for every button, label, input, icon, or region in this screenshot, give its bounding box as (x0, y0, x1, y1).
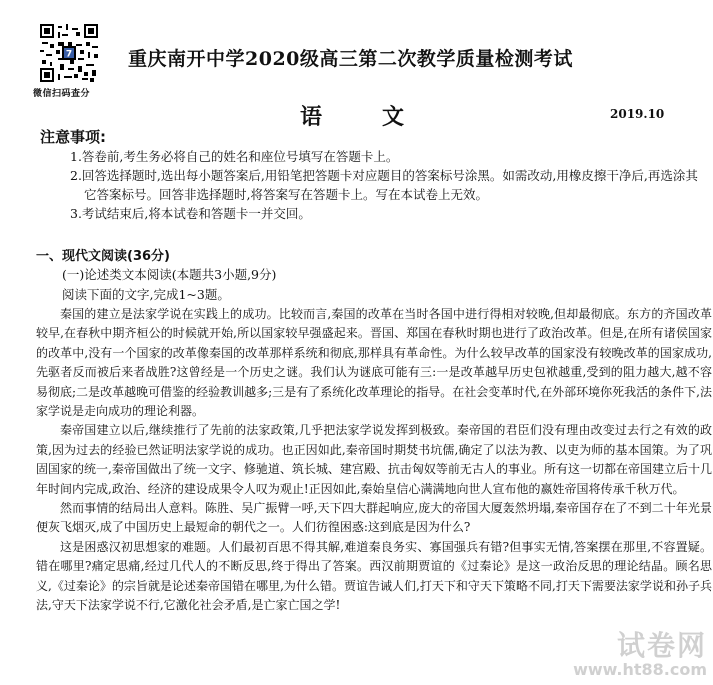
watermark-text: 试卷网 (616, 629, 707, 662)
reading-instruction: 阅读下面的文字,完成1~3题。 (62, 287, 230, 302)
svg-text:7: 7 (65, 49, 73, 60)
passage-paragraph: 这是困惑汉初思想家的难题。人们最初百思不得其解,难道秦良务实、寡国强兵有错?但事实无情,答案摆在那里,不容置疑。错在哪里?痛定思痛,经过几代人的不断反思,终于得出了答案。西汉前期贾谊的《过秦论》是这一政治反思的理论结晶。顾名思义,《过秦论》的宗旨就是论述秦帝国错在哪里,为什么错。贾谊告诫人们,打天下和守天下策略不同,打天下需要法家学说和孙子兵法,守天下法家学说不行,它激化社会矛盾,是亡家亡国之学! (36, 539, 712, 613)
reading-passage (36, 305, 712, 616)
notice-list (70, 147, 710, 223)
passage-paragraph: 然而事情的结局出人意料。陈胜、吴广振臂一呼,天下四大群起响应,庞大的帝国大厦轰然坍塌,秦帝国存在了不到二十年光景便灰飞烟灭,成了中国历史上最短命的朝代之一。人们彷徨困惑:这到底是因为什么? (36, 501, 712, 535)
notice-title: 注意事项: (40, 128, 106, 146)
exam-title: 重庆南开中学2020级高三第二次教学质量检测考试 (128, 48, 573, 70)
qr-code[interactable] (40, 24, 98, 82)
qr-caption: 微信扫码查分 (33, 89, 91, 99)
notice-item: 1.答卷前,考生务必将自己的姓名和座位号填写在答题卡上。 (70, 149, 399, 164)
notice-item: 3.考试结束后,将本试卷和答题卡一并交回。 (70, 206, 311, 221)
site-watermark (573, 624, 707, 679)
passage-paragraph: 秦帝国建立以后,继续推行了先前的法家政策,几乎把法家学说发挥到极致。秦帝国的君臣们没有理由改变过去行之有效的政策,因为过去的经验已然证明法家学说的成功。也正因如此,秦帝国时期焚书坑儒,确定了以法为教、以吏为师的基本国策。为了巩固国家的统一,秦帝国做出了统一文字、修驰道、筑长城、建宫殿、抗击匈奴等前无古人的事业。所有这一切都在帝国建立后十几年时间内完成,政治、经济的建设成果令人叹为观止!正因如此,秦始皇信心满满地向世人宣布他的嬴姓帝国将传承千秋万代。 (36, 423, 712, 496)
exam-date: 2019.10 (610, 107, 665, 121)
section-subheading: (一)论述类文本阅读(本题共3小题,9分) (62, 267, 277, 282)
section-heading: 一、现代文阅读(36分) (36, 249, 170, 264)
passage-paragraph: 秦国的建立是法家学说在实践上的成功。比较而言,秦国的改革在当时各国中进行得相对较晚,但却最彻底。东方的齐国改革较早,在春秋中期齐桓公的时候就开始,所以国家较早强盛起来。晋国、郑国在春秋时期也进行了政治改革。但是,在所有诸侯国家的改革中,没有一个国家的改革像秦国的改革那样系统和彻底,那样具有革命性。为什么较早改革的国家没有较晚改革的国家成功,先驱者反而被后来者战胜?这曾经是一个历史之谜。我们认为谜底可能有三:一是改革越早历史包袱越重,受到的阻力越大,越不容易彻底;二是改革越晚可借鉴的经验教训越多;三是有了系统化改革理论的指导。在社会变革时代,在外部环境你死我活的条件下,法家学说是走向成功的理论利器。 (36, 307, 712, 419)
subject-title: 语文 (300, 104, 465, 130)
watermark-url: www.ht88.com (573, 660, 707, 679)
notice-item: 2.回答选择题时,选出每小题答案后,用铅笔把答题卡对应题目的答案标号涂黑。如需改动,用橡皮擦干净后,再选涂其它答案标号。回答非选择题时,将答案写在答题卡上。写在本试卷上无效。 (70, 168, 698, 202)
